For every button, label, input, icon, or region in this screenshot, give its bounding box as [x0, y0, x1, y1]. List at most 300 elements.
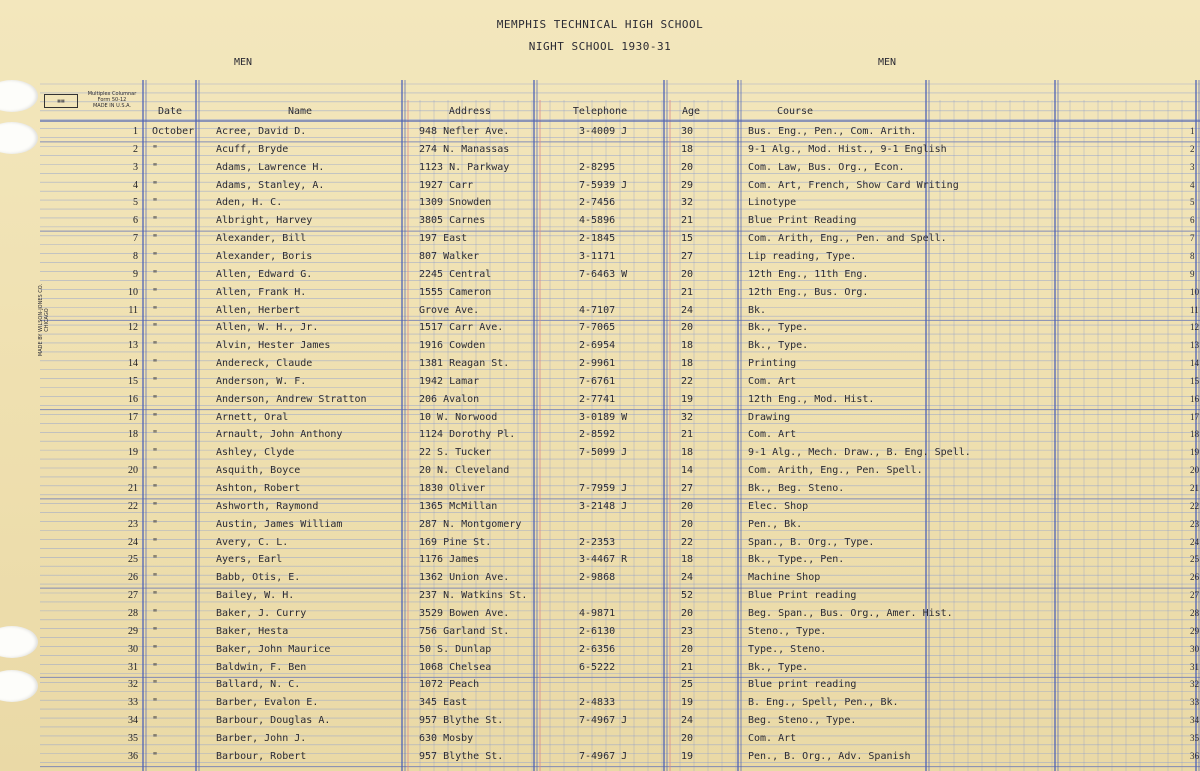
course-cell: 12th Eng., Mod. Hist. [748, 393, 875, 405]
table-row [0, 215, 1200, 233]
date-cell: " [152, 625, 159, 637]
age-cell: 18 [681, 554, 694, 566]
name-cell: Arnett, Oral [216, 411, 289, 423]
course-cell: Drawing [748, 411, 791, 423]
table-row [0, 608, 1200, 626]
row-number: 17 [128, 411, 138, 423]
age-cell: 24 [681, 572, 694, 584]
edge-number: 20 [1190, 465, 1199, 476]
age-cell: 29 [681, 179, 694, 191]
address-cell: 1381 Reagan St. [419, 358, 510, 370]
name-cell: Barbour, Robert [216, 750, 307, 762]
telephone-cell: 2-1845 [579, 233, 616, 245]
telephone-cell: 2-2353 [579, 536, 616, 548]
row-number: 6 [133, 215, 138, 227]
address-cell: 20 N. Cleveland [419, 465, 510, 477]
name-cell: Allen, W. H., Jr. [216, 322, 319, 334]
age-cell: 22 [681, 536, 694, 548]
telephone-cell: 7-4967 J [579, 715, 628, 727]
address-cell: 287 N. Montgomery [419, 518, 522, 530]
date-cell: " [152, 607, 159, 619]
edge-number: 25 [1190, 554, 1199, 565]
row-number: 10 [128, 286, 138, 298]
row-number: 15 [128, 375, 138, 387]
table-row [0, 554, 1200, 572]
table-row [0, 269, 1200, 287]
address-cell: 10 W. Norwood [419, 411, 498, 423]
course-cell: Bk., Type. [748, 322, 809, 334]
date-cell: " [152, 518, 159, 530]
age-cell: 25 [681, 679, 694, 691]
edge-number: 22 [1190, 500, 1199, 511]
course-cell: Machine Shop [748, 572, 821, 584]
row-number: 28 [128, 607, 138, 619]
name-cell: Anderson, Andrew Stratton [216, 393, 367, 405]
name-cell: Andereck, Claude [216, 358, 313, 370]
name-cell: Arnault, John Anthony [216, 429, 343, 441]
row-number: 19 [128, 447, 138, 459]
row-number: 36 [128, 750, 138, 762]
name-cell: Baldwin, F. Ben [216, 661, 307, 673]
age-cell: 20 [681, 500, 694, 512]
table-row [0, 644, 1200, 662]
edge-number: 30 [1190, 643, 1199, 654]
row-number: 18 [128, 429, 138, 441]
name-cell: Allen, Edward G. [216, 268, 313, 280]
course-cell: 9-1 Alg., Mech. Draw., B. Eng. Spell. [748, 447, 971, 459]
edge-number: 5 [1190, 197, 1195, 208]
telephone-cell: 2-6130 [579, 625, 616, 637]
telephone-cell: 3-4009 J [579, 126, 628, 137]
table-row [0, 197, 1200, 215]
age-cell: 21 [681, 286, 694, 298]
telephone-cell: 4-7107 [579, 304, 616, 316]
name-cell: Babb, Otis, E. [216, 572, 301, 584]
date-cell: " [152, 661, 159, 673]
table-row [0, 429, 1200, 447]
address-cell: 22 S. Tucker [419, 447, 492, 459]
course-cell: 12th Eng., 11th Eng. [748, 268, 869, 280]
name-cell: Alexander, Bill [216, 233, 307, 245]
row-number: 8 [133, 250, 138, 262]
age-cell: 20 [681, 161, 694, 173]
age-cell: 20 [681, 643, 694, 655]
date-cell: " [152, 143, 159, 155]
name-cell: Austin, James William [216, 518, 343, 530]
edge-number: 2 [1190, 143, 1195, 154]
date-cell: " [152, 250, 159, 262]
table-row [0, 590, 1200, 608]
address-cell: 2245 Central [419, 268, 492, 280]
telephone-cell: 2-6356 [579, 643, 616, 655]
name-cell: Baker, J. Curry [216, 607, 307, 619]
edge-number: 10 [1190, 286, 1199, 297]
course-cell: Steno., Type. [748, 625, 827, 637]
telephone-cell: 4-5896 [579, 215, 616, 227]
date-cell: " [152, 286, 159, 298]
date-cell: " [152, 358, 159, 370]
name-cell: Adams, Stanley, A. [216, 179, 325, 191]
edge-number: 28 [1190, 607, 1199, 618]
edge-number: 3 [1190, 161, 1195, 172]
table-row [0, 679, 1200, 697]
edge-number: 17 [1190, 411, 1199, 422]
row-number: 21 [128, 483, 138, 494]
table-row [0, 180, 1200, 198]
name-cell: Barbour, Douglas A. [216, 715, 331, 727]
edge-number: 29 [1190, 625, 1199, 636]
course-cell: Beg. Span., Bus. Org., Amer. Hist. [748, 607, 953, 619]
form-label: Multiplex Columnar Form 50-12 MADE IN U.S.A. [87, 91, 137, 109]
name-cell: Ashley, Clyde [216, 447, 295, 459]
date-cell: " [152, 554, 159, 566]
name-cell: Allen, Herbert [216, 304, 301, 316]
age-cell: 52 [681, 590, 694, 602]
table-row [0, 376, 1200, 394]
course-cell: Linotype [748, 197, 797, 209]
age-cell: 18 [681, 358, 694, 370]
header-name: Name [287, 106, 313, 117]
course-cell: Lip reading, Type. [748, 250, 857, 262]
title-block [0, 18, 1200, 62]
telephone-cell: 7-6761 [579, 375, 616, 387]
course-cell: Blue Print Reading [748, 215, 857, 227]
edge-number: 21 [1190, 483, 1199, 493]
telephone-cell: 2-8592 [579, 429, 616, 441]
course-cell: Com. Arith, Eng., Pen. and Spell. [748, 233, 947, 245]
course-cell: Type., Steno. [748, 643, 827, 655]
telephone-cell: 2-8295 [579, 161, 616, 173]
telephone-cell: 7-7065 [579, 322, 616, 334]
date-cell: " [152, 304, 159, 316]
course-cell: Bk. [748, 304, 767, 316]
telephone-cell: 7-7959 J [579, 483, 628, 494]
name-cell: Allen, Frank H. [216, 286, 307, 298]
row-number: 32 [128, 679, 138, 691]
date-cell: October [152, 126, 195, 137]
row-number: 29 [128, 625, 138, 637]
edge-number: 16 [1190, 393, 1199, 404]
row-number: 11 [128, 304, 138, 316]
name-cell: Adams, Lawrence H. [216, 161, 325, 173]
date-cell: " [152, 643, 159, 655]
edge-number: 27 [1190, 590, 1199, 601]
address-cell: 1072 Peach [419, 679, 480, 691]
address-cell: 169 Pine St. [419, 536, 492, 548]
name-cell: Bailey, W. H. [216, 590, 295, 602]
age-cell: 32 [681, 197, 694, 209]
age-cell: 30 [681, 126, 694, 137]
name-cell: Barber, Evalon E. [216, 697, 319, 709]
address-cell: 206 Avalon [419, 393, 480, 405]
table-row [0, 322, 1200, 340]
telephone-cell: 3-4467 R [579, 554, 628, 566]
row-number: 12 [128, 322, 138, 334]
address-cell: 630 Mosby [419, 732, 474, 744]
address-cell: 807 Walker [419, 250, 480, 262]
date-cell: " [152, 215, 159, 227]
address-cell: 1176 James [419, 554, 480, 566]
row-number: 33 [128, 697, 138, 709]
name-cell: Anderson, W. F. [216, 375, 307, 387]
header-date: Date [157, 106, 183, 117]
edge-number: 35 [1190, 732, 1199, 743]
address-cell: 957 Blythe St. [419, 750, 504, 762]
table-row [0, 697, 1200, 715]
address-cell: 1830 Oliver [419, 483, 486, 494]
name-cell: Baker, John Maurice [216, 643, 331, 655]
table-row [0, 340, 1200, 358]
edge-number: 18 [1190, 429, 1199, 440]
age-cell: 19 [681, 750, 694, 762]
course-cell: Bus. Eng., Pen., Com. Arith. [748, 126, 917, 137]
edge-number: 26 [1190, 572, 1199, 583]
course-cell: Pen., Bk. [748, 518, 803, 530]
edge-number: 14 [1190, 358, 1199, 369]
address-cell: 197 East [419, 233, 468, 245]
course-cell: Com. Art [748, 732, 797, 744]
edge-number: 4 [1190, 179, 1195, 190]
telephone-cell: 3-1171 [579, 250, 616, 262]
address-cell: 3529 Bowen Ave. [419, 607, 510, 619]
header-address: Address [448, 106, 492, 117]
address-cell: 1916 Cowden [419, 340, 486, 352]
telephone-cell: 2-6954 [579, 340, 616, 352]
date-cell: " [152, 161, 159, 173]
table-row [0, 465, 1200, 483]
telephone-cell: 7-5099 J [579, 447, 628, 459]
telephone-cell: 7-6463 W [579, 268, 628, 280]
row-number: 1 [133, 126, 138, 137]
address-cell: 345 East [419, 697, 468, 709]
row-number: 16 [128, 393, 138, 405]
age-cell: 18 [681, 340, 694, 352]
row-number: 27 [128, 590, 138, 602]
date-cell: " [152, 715, 159, 727]
table-row [0, 162, 1200, 180]
telephone-cell: 2-9961 [579, 358, 616, 370]
telephone-cell: 7-5939 J [579, 179, 628, 191]
address-cell: 50 S. Dunlap [419, 643, 492, 655]
date-cell: " [152, 340, 159, 352]
telephone-cell: 7-4967 J [579, 750, 628, 762]
course-cell: Blue print reading [748, 679, 857, 691]
age-cell: 27 [681, 250, 694, 262]
edge-number: 13 [1190, 340, 1199, 351]
table-row [0, 394, 1200, 412]
row-number: 22 [128, 500, 138, 512]
course-cell: Beg. Steno., Type. [748, 715, 857, 727]
address-cell: 1123 N. Parkway [419, 161, 510, 173]
course-cell: Span., B. Org., Type. [748, 536, 875, 548]
age-cell: 19 [681, 697, 694, 709]
course-cell: Elec. Shop [748, 500, 809, 512]
telephone-cell: 3-0189 W [579, 411, 628, 423]
date-cell: " [152, 411, 159, 423]
date-cell: " [152, 197, 159, 209]
age-cell: 20 [681, 732, 694, 744]
age-cell: 23 [681, 625, 694, 637]
edge-number: 7 [1190, 233, 1195, 244]
course-cell: Com. Art [748, 429, 797, 441]
age-cell: 14 [681, 465, 694, 477]
course-cell: B. Eng., Spell, Pen., Bk. [748, 697, 899, 709]
table-row [0, 447, 1200, 465]
table-row [0, 483, 1200, 501]
course-cell: Bk., Type., Pen. [748, 554, 845, 566]
course-cell: Bk., Beg. Steno. [748, 483, 845, 494]
date-cell: " [152, 697, 159, 709]
age-cell: 24 [681, 304, 694, 316]
row-number: 31 [128, 661, 138, 673]
name-cell: Alvin, Hester James [216, 340, 331, 352]
address-cell: 274 N. Manassas [419, 143, 510, 155]
table-row [0, 537, 1200, 555]
address-cell: 1942 Lamar [419, 375, 480, 387]
table-row [0, 715, 1200, 733]
name-cell: Acuff, Bryde [216, 143, 289, 155]
address-cell: 1365 McMillan [419, 500, 498, 512]
row-number: 20 [128, 465, 138, 477]
row-number: 3 [133, 161, 138, 173]
edge-number: 1 [1190, 126, 1195, 136]
row-number: 4 [133, 179, 138, 191]
age-cell: 19 [681, 393, 694, 405]
address-cell: 756 Garland St. [419, 625, 510, 637]
table-row [0, 662, 1200, 680]
age-cell: 18 [681, 447, 694, 459]
name-cell: Baker, Hesta [216, 625, 289, 637]
date-cell: " [152, 393, 159, 405]
date-cell: " [152, 483, 159, 494]
date-cell: " [152, 465, 159, 477]
date-cell: " [152, 590, 159, 602]
table-row [0, 358, 1200, 376]
address-cell: 1927 Carr [419, 179, 474, 191]
date-cell: " [152, 322, 159, 334]
date-cell: " [152, 572, 159, 584]
date-cell: " [152, 233, 159, 245]
date-cell: " [152, 679, 159, 691]
table-row [0, 751, 1200, 769]
table-row [0, 519, 1200, 537]
table-row [0, 305, 1200, 323]
course-cell: 9-1 Alg., Mod. Hist., 9-1 English [748, 143, 947, 155]
telephone-cell: 2-7456 [579, 197, 616, 209]
age-cell: 20 [681, 518, 694, 530]
telephone-cell: 2-7741 [579, 393, 616, 405]
course-cell: Printing [748, 358, 797, 370]
binder-hole [0, 80, 38, 112]
row-number: 2 [133, 143, 138, 155]
name-cell: Asquith, Boyce [216, 465, 301, 477]
course-cell: Blue Print reading [748, 590, 857, 602]
age-cell: 27 [681, 483, 694, 494]
edge-number: 32 [1190, 679, 1199, 690]
edge-number: 24 [1190, 536, 1199, 547]
edge-number: 33 [1190, 697, 1199, 708]
date-cell: " [152, 750, 159, 762]
edge-number: 31 [1190, 661, 1199, 672]
age-cell: 20 [681, 268, 694, 280]
date-cell: " [152, 500, 159, 512]
header-telephone: Telephone [572, 106, 628, 117]
name-cell: Ashton, Robert [216, 483, 301, 494]
row-number: 34 [128, 715, 138, 727]
age-cell: 20 [681, 607, 694, 619]
address-cell: 1517 Carr Ave. [419, 322, 504, 334]
address-cell: 1555 Cameron [419, 286, 492, 298]
row-number: 7 [133, 233, 138, 245]
row-number: 5 [133, 197, 138, 209]
row-number: 13 [128, 340, 138, 352]
age-cell: 15 [681, 233, 694, 245]
table-row [0, 251, 1200, 269]
edge-number: 8 [1190, 250, 1195, 261]
table-row [0, 233, 1200, 251]
age-cell: 24 [681, 715, 694, 727]
page-subtitle: NIGHT SCHOOL 1930-31 [528, 40, 672, 53]
header-age: Age [681, 106, 701, 117]
course-cell: Bk., Type. [748, 661, 809, 673]
telephone-cell: 2-9868 [579, 572, 616, 584]
course-cell: Com. Art [748, 375, 797, 387]
address-cell: 1124 Dorothy Pl. [419, 429, 516, 441]
form-logo: ▦▦ [44, 94, 78, 108]
edge-number: 36 [1190, 750, 1199, 761]
course-cell: Com. Art, French, Show Card Writing [748, 179, 959, 191]
name-cell: Albright, Harvey [216, 215, 313, 227]
table-row [0, 126, 1200, 144]
maker-label: MADE BY WILSON-JONES CO. CHICAGO [38, 283, 50, 357]
row-number: 14 [128, 358, 138, 370]
date-cell: " [152, 268, 159, 280]
age-cell: 20 [681, 322, 694, 334]
row-number: 25 [128, 554, 138, 566]
address-cell: 957 Blythe St. [419, 715, 504, 727]
date-cell: " [152, 536, 159, 548]
name-cell: Ballard, N. C. [216, 679, 301, 691]
header-course: Course [776, 106, 814, 117]
age-cell: 21 [681, 661, 694, 673]
age-cell: 21 [681, 215, 694, 227]
telephone-cell: 3-2148 J [579, 500, 628, 512]
table-row [0, 572, 1200, 590]
course-cell: Bk., Type. [748, 340, 809, 352]
edge-number: 23 [1190, 518, 1199, 529]
table-row [0, 287, 1200, 305]
edge-number: 9 [1190, 268, 1195, 279]
address-cell: 948 Nefler Ave. [419, 126, 510, 137]
table-row [0, 733, 1200, 751]
name-cell: Barber, John J. [216, 732, 307, 744]
address-cell: 237 N. Watkins St. [419, 590, 528, 602]
course-cell: Com. Arith, Eng., Pen. Spell. [748, 465, 923, 477]
row-number: 35 [128, 732, 138, 744]
section-label-left: MEN [234, 57, 253, 68]
table-row [0, 144, 1200, 162]
name-cell: Aden, H. C. [216, 197, 283, 209]
telephone-cell: 4-9871 [579, 607, 616, 619]
name-cell: Avery, C. L. [216, 536, 289, 548]
age-cell: 32 [681, 411, 694, 423]
edge-number: 15 [1190, 375, 1199, 386]
edge-number: 6 [1190, 215, 1195, 226]
date-cell: " [152, 375, 159, 387]
row-number: 9 [133, 268, 138, 280]
name-cell: Ashworth, Raymond [216, 500, 319, 512]
address-cell: 1362 Union Ave. [419, 572, 510, 584]
